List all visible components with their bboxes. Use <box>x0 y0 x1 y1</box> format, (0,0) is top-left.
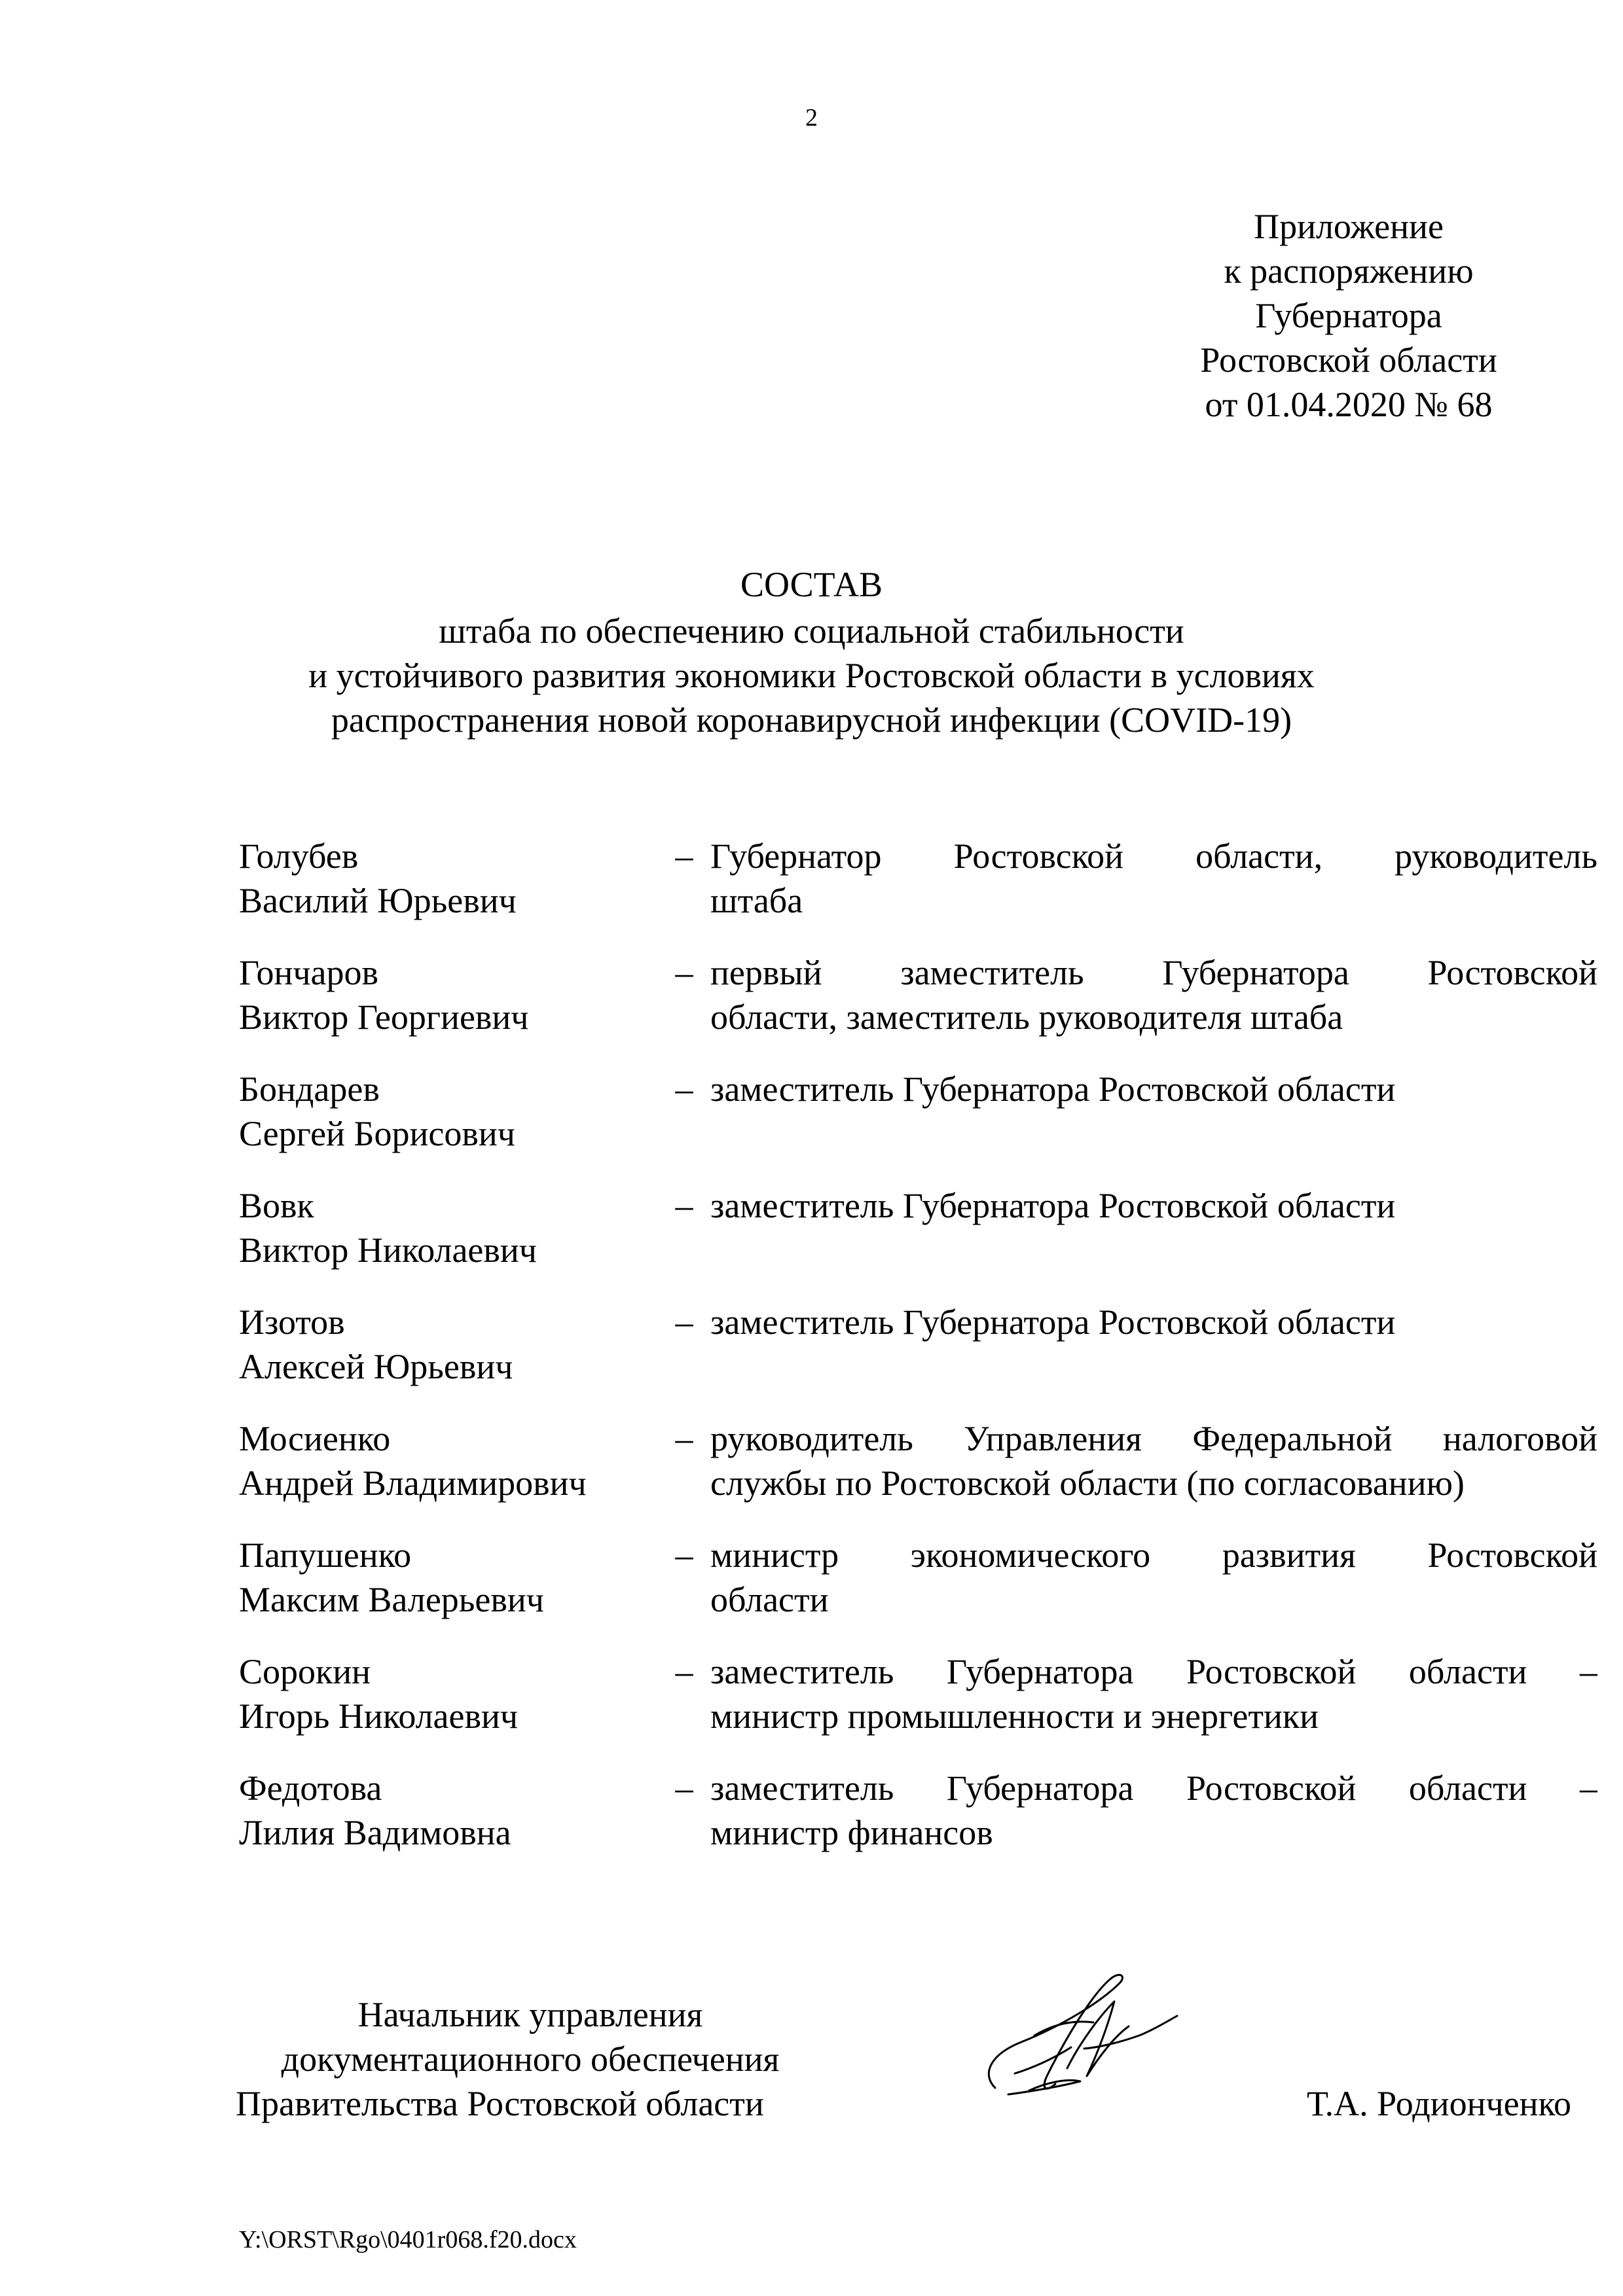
member-row <box>239 1649 1597 1766</box>
signer-name: Т.А. Родионченко <box>1307 2084 1571 2123</box>
position-line: службы по Ростовской области (по согласованию) <box>710 1463 1465 1503</box>
member-surname: Папушенко <box>239 1535 412 1575</box>
document-subtitle <box>0 609 1623 742</box>
member-row <box>239 1067 1584 1183</box>
position-line: министр экономического развития Ростовской <box>710 1535 1597 1575</box>
member-name <box>239 1183 658 1300</box>
member-position <box>710 1067 1597 1183</box>
page-number: 2 <box>805 104 818 132</box>
member-row <box>239 1416 1597 1533</box>
member-row <box>239 1183 1584 1300</box>
member-position <box>710 1416 1597 1533</box>
member-row <box>239 1766 1597 1882</box>
position-line: заместитель Губернатора Ростовской области <box>710 1069 1396 1109</box>
position-line: заместитель Губернатора Ростовской области <box>710 1302 1396 1342</box>
subtitle-line: штаба по обеспечению социальной стабильности <box>439 611 1184 651</box>
member-dash: – <box>675 1652 693 1691</box>
member-position <box>710 1183 1597 1300</box>
member-given-name: Максим Валерьевич <box>239 1580 544 1619</box>
member-name <box>239 950 658 1067</box>
members-list <box>239 834 1597 1882</box>
member-dash: – <box>675 1419 693 1458</box>
member-name <box>239 1300 658 1416</box>
member-row <box>239 834 1597 950</box>
member-given-name: Лилия Вадимовна <box>239 1813 511 1852</box>
document-title: СОСТАВ <box>740 565 883 604</box>
member-dash: – <box>675 836 693 876</box>
position-line: первый заместитель Губернатора Ростовской <box>710 953 1597 992</box>
position-line: руководитель Управления Федеральной налоговой <box>710 1419 1597 1458</box>
appendix-line: к распоряжению <box>1224 251 1474 291</box>
appendix-header <box>1139 204 1558 427</box>
position-line: штаба <box>710 881 803 920</box>
appendix-line: Приложение <box>1254 207 1444 246</box>
file-path: Y:\ORST\Rgo\0401r068.f20.docx <box>239 2226 577 2253</box>
member-row <box>239 950 1597 1067</box>
position-line: области <box>710 1580 829 1619</box>
handwritten-signature <box>969 1964 1192 2121</box>
member-position <box>710 1649 1597 1766</box>
appendix-line: от 01.04.2020 № 68 <box>1205 385 1493 424</box>
member-given-name: Игорь Николаевич <box>239 1696 519 1736</box>
member-given-name: Виктор Николаевич <box>239 1230 537 1270</box>
member-position <box>710 1300 1597 1416</box>
appendix-line: Губернатора <box>1255 296 1442 335</box>
subtitle-line: распространения новой коронавирусной инфекции (COVID-19) <box>331 700 1292 740</box>
member-given-name: Сергей Борисович <box>239 1114 515 1153</box>
member-dash: – <box>675 1302 693 1342</box>
member-name <box>239 1067 658 1183</box>
position-line: области, заместитель руководителя штаба <box>710 997 1343 1037</box>
signatory-title-line: документационного обеспечения <box>281 2039 780 2079</box>
member-given-name: Андрей Владимирович <box>239 1463 587 1503</box>
signatory-title <box>236 1992 825 2126</box>
member-given-name: Василий Юрьевич <box>239 881 517 920</box>
position-line: Губернатор Ростовской области, руководитель <box>710 836 1597 876</box>
member-given-name: Виктор Георгиевич <box>239 997 529 1037</box>
member-position <box>710 1533 1597 1649</box>
member-dash: – <box>675 1535 693 1575</box>
signatory-title-line: Начальник управления <box>357 1995 703 2034</box>
subtitle-line: и устойчивого развития экономики Ростовской области в условиях <box>308 656 1315 695</box>
member-surname: Голубев <box>239 836 359 876</box>
position-line: министр финансов <box>710 1813 993 1852</box>
position-line: заместитель Губернатора Ростовской области – <box>710 1768 1597 1808</box>
member-row <box>239 1533 1597 1649</box>
member-name <box>239 1533 658 1649</box>
member-surname: Гончаров <box>239 953 378 992</box>
member-surname: Вовк <box>239 1186 314 1225</box>
member-position <box>710 1766 1597 1882</box>
member-dash: – <box>675 1186 693 1225</box>
member-position <box>710 834 1597 950</box>
position-line: министр промышленности и энергетики <box>710 1696 1319 1736</box>
member-surname: Федотова <box>239 1768 382 1808</box>
member-name <box>239 1649 658 1766</box>
member-surname: Бондарев <box>239 1069 380 1109</box>
member-surname: Изотов <box>239 1302 345 1342</box>
member-given-name: Алексей Юрьевич <box>239 1347 513 1386</box>
member-name <box>239 1416 658 1533</box>
position-line: заместитель Губернатора Ростовской области – <box>710 1652 1597 1691</box>
appendix-line: Ростовской области <box>1200 340 1497 380</box>
member-surname: Сорокин <box>239 1652 371 1691</box>
signatory-title-line: Правительства Ростовской области <box>236 2084 764 2123</box>
member-position <box>710 950 1597 1067</box>
member-name <box>239 1766 658 1882</box>
member-surname: Мосиенко <box>239 1419 391 1458</box>
member-name <box>239 834 658 950</box>
member-row <box>239 1300 1584 1416</box>
member-dash: – <box>675 1069 693 1109</box>
position-line: заместитель Губернатора Ростовской области <box>710 1186 1396 1225</box>
member-dash: – <box>675 1768 693 1808</box>
member-dash: – <box>675 953 693 992</box>
